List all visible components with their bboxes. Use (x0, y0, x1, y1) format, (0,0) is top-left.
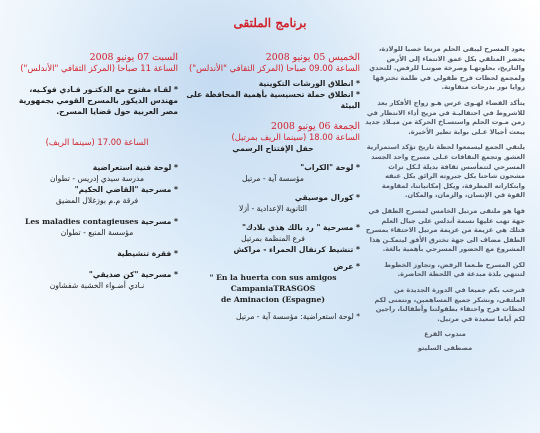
program-middle-column (186, 52, 360, 322)
program-item-title: * كورال موسيقي (294, 193, 360, 202)
editorial-paragraph: فها هو ملتقى مرتيل الخامس لمسرح الطفل في جهة تهب عليها نسمة أندلس على جبال العلم فتلك هي عزيمة من عزيمة مرتيل الاحتفاء بمسرح الطفل مضاف الى جهة تخترق الأفق ليتمكـن هذا المشروع مع الحضور المسرحي بأهمية بالغة. (365, 206, 525, 254)
day2-date: الجمعة 06 يونيو 2008 (271, 121, 360, 132)
program-item-sub: فرع المنظمة بمرتيل (241, 234, 305, 243)
program-item-title: * لوحة فنية استعراضية (92, 163, 178, 172)
day2-time: الساعة 18.00 (سينما الريف بمرتيل) (231, 132, 360, 142)
program-item-sub: مؤسسة المنبع - تطوان (60, 228, 134, 237)
program-item-title: * مسرحية "كن صديقي" (88, 270, 178, 279)
program-item-title: * مسرحية "القاضي الحكيم" (74, 185, 178, 194)
program-item: * انطلاق حملة تحسيسية بأهمية المحافظة على البيئة (186, 90, 360, 110)
editorial-paragraph: يلتقي الجمع ليسمعوا لحظة تاريخ تؤكد استمرارية العشق وتجمع النقافات عـلى مسرح واحد الجسد المسرحي لتتمأسس ثقافة بديلة لـكل تراث مشحون شاحنا بكل جبروته الرائق بكل عنفه وابتكاراته المطرفة، ويكل إمكانياتنا، لمقاومة القوة في الإنسان، والزمان، والمكان. (366, 143, 525, 200)
editorial-column (365, 45, 525, 354)
program-item-title: * لوحة "الكراب" (300, 163, 360, 172)
signature-title: مندوب الفرع (424, 330, 466, 339)
spanish-show-line2: CampaniaTRASGOS (230, 284, 316, 293)
editorial-paragraph: يتأكد الفضاء لهـوى عرس هـو زواج الأفكار بعد للاشروط في احتفاليـة في مزيج أداء الانتظار في زمن مـوت الحلم واستسـاخ الحركة من ميـلاد جديد يبعث أجيالا عـلى بوابة تطير الأخيرة. (365, 98, 525, 136)
program-item-sub: الثانوية الإعدادية - أزلا (239, 204, 307, 213)
program-item-title: * تنشيط كرنفال الحمراء - مراكش (233, 245, 360, 254)
opening-ceremony: حفل الإفتتاح الرسمي (232, 144, 314, 153)
page-title: برنامج الملتقى (233, 16, 307, 30)
program-item-sub: نـادي أضـواء الخشبة شفشاون (49, 281, 145, 290)
spanish-show-line1: " En la huerta con sus amigos (209, 273, 337, 282)
open-meeting: * لقـاء مفتوح مع الدكتـور فـادي فوكـيه، مهندس الديكور بالمسرح القومي بجمهورية مصر العربية حول قضايا المسرح. (18, 85, 178, 116)
program-item-sub: فرقة م.م بوزغلال المضيق (55, 196, 139, 205)
program-item-title: * مسرحية " رد بالك هذي بلادك" (241, 223, 360, 232)
program-item-title-fr: Les maladies contagieuses (25, 217, 139, 226)
program-item: * لوحة استعراضية: مؤسسة آية - مرتيل (235, 312, 360, 321)
program-item-title: * فقرة تنشيطية (117, 249, 178, 258)
editorial-paragraph: لكن المسرح طـعما الرفض، وتجاوز الخطوط لتنتهي بلذة مبدعة في اللحظة الحاضرة. (384, 260, 525, 279)
program-item-title: * مسرحية (141, 217, 178, 226)
program-item-sub: مؤسسة آية - مرتيل (242, 174, 304, 183)
day1-date: الخميس 05 يونيو 2008 (265, 52, 360, 63)
day1-time: الساعة 09.00 صباحا (المركز الثقافي "الأندلس") (188, 63, 360, 73)
editorial-paragraph: يعود المسرح ليبقى الحلم مرتعا خصبا للولادة، يحضر المتلقي بكل عمق الانتماء إلى الأرض والتاريخ، بحلوتهـا وصرخة صوتنـا للرفض. للتحدي ولمجمع لحظات فرح طفولي في ظلمة تخترقها زوايا نور بدرجات متفاوتة. (369, 45, 525, 92)
program-item-sub: مدرسة سيدي إدريس - تطوان (49, 174, 145, 183)
editorial-paragraph: فنرحب بكم جميعا في الدورة الجديدة من الملتقى، ونشكر جميع المساهمين، ونتمنى لكم لحظات فرح واحتفاء بطفولتنا وأطفالنا، راجين لكم أياما سعيدة في مرتيل. (374, 286, 525, 323)
program-left-column (16, 52, 178, 291)
day3-date: السبت 07 يونيو 2008 (89, 52, 178, 63)
day3-time: الساعة 11 صباحا (المركز الثقافي "الأندلس") (20, 63, 178, 73)
evening-time: الساعة 17.00 (سينما الريف) (45, 137, 149, 147)
signature-name: مصطفى السليتو (417, 344, 473, 353)
program-item: * انطلاق الورشات التكوينية (258, 79, 360, 88)
spanish-show-line3: de Aminacion (Espagne) (221, 295, 325, 304)
program-item-title: * عرض (333, 262, 360, 271)
